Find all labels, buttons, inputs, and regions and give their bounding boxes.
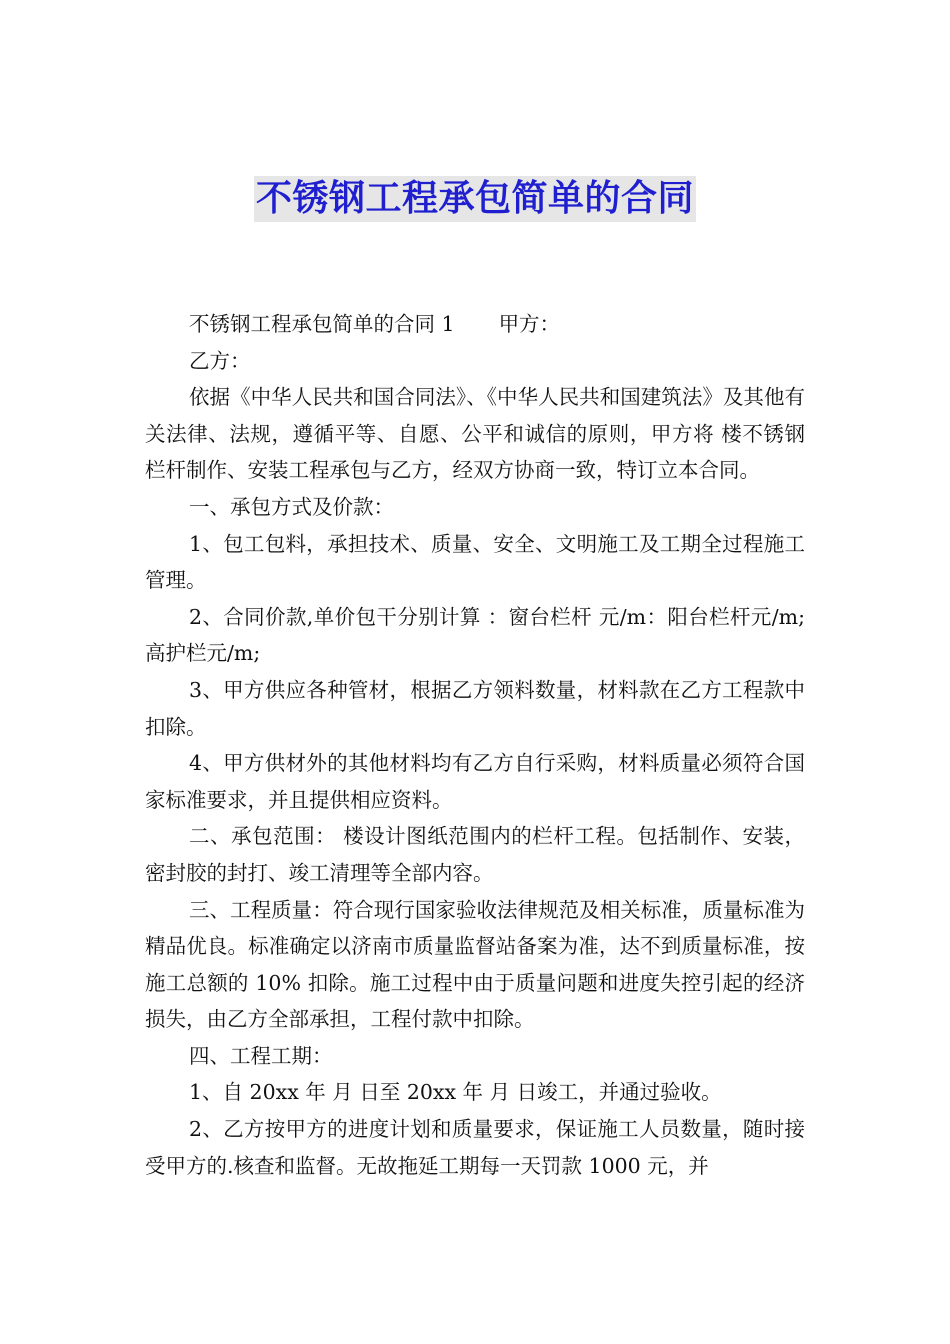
section-3-quality: 三、工程质量：符合现行国家验收法律规范及相关标准，质量标准为精品优良。标准确定以济南市质量监督站备案为准，达不到质量标准，按施工总额的 10% 扣除。施工过程中由于质量问题和进度失控引起的经济损失，由乙方全部承担，工程付款中扣除。 [145,897,805,1032]
clause-1-3: 3、甲方供应各种管材，根据乙方领料数量，材料款在乙方工程款中扣除。 [145,677,805,739]
clause-1-2: 2、合同价款,单价包干分别计算 ：窗台栏杆 元/m：阳台栏杆元/m;高护栏元/m; [145,604,805,666]
clause-1-1: 1、包工包料，承担技术、质量、安全、文明施工及工期全过程施工管理。 [145,531,805,593]
clause-4-2: 2、乙方按甲方的进度计划和质量要求，保证施工人员数量，随时接受甲方的.核查和监督。无故拖延工期每一天罚款 1000 元，并 [145,1117,805,1178]
section-heading-1: 一、承包方式及价款： [189,494,394,519]
contract-heading: 不锈钢工程承包简单的合同 1 [189,312,455,336]
section-2-scope: 二、承包范围： 楼设计图纸范围内的栏杆工程。包括制作、安装，密封胶的封打、竣工清理等全部内容。 [145,824,805,885]
title-container [0,176,950,222]
party-a-label: 甲方： [498,312,561,336]
preamble-paragraph: 依据《中华人民共和国合同法》、《中华人民共和国建筑法》及其他有关法律、法规，遵循平等、自愿、公平和诚信的原则，甲方将 楼不锈钢栏杆制作、安装工程承包与乙方，经双方协商一致，特订立本合同。 [145,385,805,483]
document-body [145,306,805,1184]
party-b-label: 乙方： [189,348,251,373]
clause-1-4: 4、甲方供材外的其他材料均有乙方自行采购，材料质量必须符合国家标准要求，并且提供相应资料。 [145,751,805,812]
opening-line [145,306,805,343]
section-heading-4: 四、工程工期： [189,1043,333,1068]
document-title: 不锈钢工程承包简单的合同 [254,176,696,222]
clause-4-1: 1、自 20xx 年 月 日至 20xx 年 月 日竣工，并通过验收。 [189,1080,722,1105]
